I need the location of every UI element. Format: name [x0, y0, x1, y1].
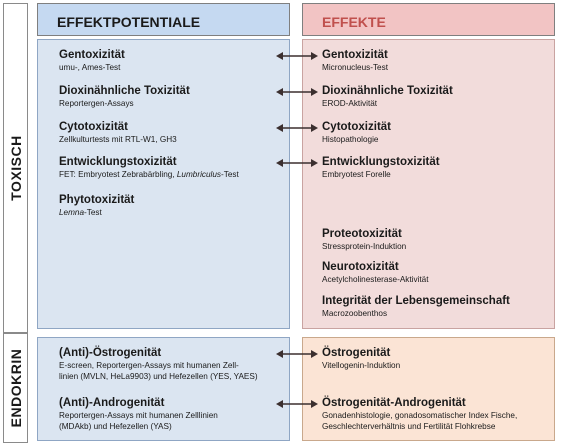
double-arrow-icon: [276, 349, 318, 359]
entry-title: Entwicklungstoxizität: [322, 156, 440, 168]
entry-title: Gentoxizität: [59, 49, 125, 61]
header-effekte-label: EFFEKTE: [322, 14, 386, 30]
toxisch-label: TOXISCH: [7, 135, 24, 201]
entry-method: Embryotest Forelle: [322, 170, 391, 179]
entry-proteotoxizitaet-effekt: [322, 227, 406, 252]
entry-title: Cytotoxizität: [322, 121, 391, 133]
endokrin-side-box: [3, 333, 28, 443]
header-effektpotentiale-label: EFFEKTPOTENTIALE: [57, 14, 201, 30]
entry-method: EROD-Aktivität: [322, 99, 378, 108]
entry-neurotoxizitaet-effekt: [322, 260, 428, 285]
entry-method: Histopathologie: [322, 135, 379, 144]
header-effekte: [302, 3, 555, 36]
entry-method: Geschlechterverhältnis und Fertilität Flohkrebse: [322, 422, 496, 431]
entry-title: Phytotoxizität: [59, 194, 135, 206]
entry-title: Entwicklungstoxizität: [59, 156, 177, 168]
entry-lebensgemeinschaft-effekt: [322, 294, 510, 319]
entry-method: (MDAkb) und Hefezellen (YAS): [59, 422, 172, 431]
entry-anti-androgenitaet-potential: [59, 396, 218, 432]
entry-method: Vitellogenin-Induktion: [322, 361, 401, 370]
entry-method: Acetylcholinesterase-Aktivität: [322, 275, 429, 284]
double-arrow-icon: [276, 51, 318, 61]
entry-title: Neurotoxizität: [322, 261, 399, 273]
entry-gentoxizitaet-potential: [59, 48, 125, 73]
entry-title: Integrität der Lebensgemeinschaft: [322, 295, 510, 307]
entry-phytotoxizitaet-potential: [59, 193, 134, 218]
entry-method: Reportergen-Assays: [59, 99, 134, 108]
entry-title: Östrogenität-Androgenität: [322, 397, 466, 409]
header-effektpotentiale: [37, 3, 290, 36]
method-part: FET: Embryotest Zebrabärbling,: [59, 170, 177, 179]
entry-method: Micronucleus-Test: [322, 63, 388, 72]
entry-title: (Anti)-Östrogenität: [59, 347, 162, 359]
method-species: Lumbriculus: [176, 170, 221, 179]
entry-method: E-screen, Reportergen-Assays mit humanen Zell-: [59, 361, 239, 370]
entry-entwicklungstoxizitaet-effekt: [322, 155, 440, 180]
entry-entwicklungstoxizitaet-potential: [59, 155, 239, 180]
entry-title: Östrogenität: [322, 347, 391, 359]
method-species: Lemna: [59, 208, 85, 217]
entry-method: Macrozoobenthos: [322, 309, 388, 318]
entry-title: Proteotoxizität: [322, 228, 402, 240]
toxisch-effektpotentiale-panel: [37, 39, 290, 329]
entry-method: Gonadenhistologie, gonadosomatischer Index Fische,: [322, 411, 518, 420]
entry-title: Gentoxizität: [322, 49, 388, 61]
entry-oestrogenitaet-effekt: [322, 346, 400, 371]
toxisch-effekte-panel: [302, 39, 555, 329]
double-arrow-icon: [276, 123, 318, 133]
entry-method: Stressprotein-Induktion: [322, 242, 407, 251]
double-arrow-icon: [276, 399, 318, 409]
entry-cytotoxizitaet-potential: [59, 120, 177, 145]
entry-cytotoxizitaet-effekt: [322, 120, 391, 145]
double-arrow-icon: [276, 158, 318, 168]
entry-method: Reportergen-Assays mit humanen Zelllinien: [59, 411, 218, 420]
entry-method: [59, 207, 134, 218]
entry-title: Dioxinähnliche Toxizität: [322, 85, 453, 97]
entry-anti-oestrogenitaet-potential: [59, 346, 258, 382]
toxisch-side-box: [3, 3, 28, 333]
endokrin-label: ENDOKRIN: [7, 348, 24, 428]
entry-oestrogenitaet-androgenitaet-effekt: [322, 396, 517, 432]
entry-title: Cytotoxizität: [59, 121, 128, 133]
entry-method: [59, 169, 239, 180]
entry-title: (Anti)-Androgenität: [59, 397, 165, 409]
entry-method: linien (MVLN, HeLa9903) und Hefezellen (YES, YAES): [59, 372, 258, 381]
entry-dioxin-potential: [59, 84, 190, 109]
entry-method: Zellkulturtests mit RTL-W1, GH3: [59, 135, 177, 144]
method-part: -Test: [221, 170, 239, 179]
entry-gentoxizitaet-effekt: [322, 48, 388, 73]
entry-title: Dioxinähnliche Toxizität: [59, 85, 190, 97]
method-part: -Test: [84, 208, 102, 217]
entry-dioxin-effekt: [322, 84, 453, 109]
entry-method: umu-, Ames-Test: [59, 63, 121, 72]
double-arrow-icon: [276, 87, 318, 97]
